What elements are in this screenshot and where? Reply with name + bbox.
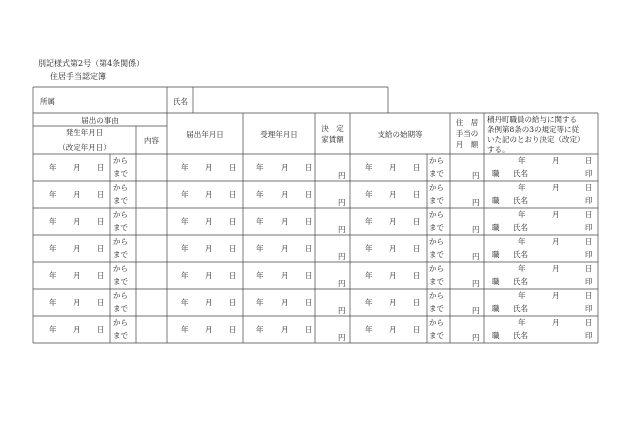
row-shikyu-kara: から — [429, 156, 444, 165]
row-todoke-month: 月 — [205, 325, 213, 334]
row-shikyu-day: 日 — [413, 217, 421, 226]
label-shikyu: 支給の始期等 — [377, 130, 423, 139]
row-shoku: 職 — [492, 250, 500, 259]
row-todoke-year: 年 — [181, 271, 189, 280]
row-kettei-yen: 円 — [338, 198, 346, 207]
row-kara: から — [113, 210, 128, 219]
row-todoke-day: 日 — [229, 217, 237, 226]
row-juri-month: 月 — [281, 325, 289, 334]
row-kettei-year: 年 — [518, 210, 526, 219]
row-kettei-month: 月 — [552, 264, 560, 273]
row-hassei-day: 日 — [97, 190, 105, 199]
row-kettei-month: 月 — [552, 318, 560, 327]
row-hassei-month: 月 — [73, 217, 81, 226]
row-juri-day: 日 — [305, 298, 313, 307]
row-juri-year: 年 — [256, 325, 264, 334]
row-kettei-yen: 円 — [338, 306, 346, 315]
row-shikyu-year: 年 — [365, 298, 373, 307]
row-juri-year: 年 — [256, 190, 264, 199]
row-shikyu-month: 月 — [389, 244, 397, 253]
row-hassei-month: 月 — [73, 190, 81, 199]
row-shikyu-made: まで — [429, 277, 444, 286]
row-hassei-year: 年 — [49, 244, 57, 253]
row-kettei-yen: 円 — [338, 171, 346, 180]
row-shikyu-made: まで — [429, 331, 444, 340]
row-todoke-month: 月 — [205, 271, 213, 280]
row-made: まで — [113, 250, 128, 259]
row-kettei-month: 月 — [552, 237, 560, 246]
row-todoke-day: 日 — [229, 244, 237, 253]
row-todoke-month: 月 — [205, 163, 213, 172]
row-juri-day: 日 — [305, 325, 313, 334]
row-kettei-day: 日 — [585, 291, 593, 300]
row-kettei-year: 年 — [518, 183, 526, 192]
label-todoke-jiyu: 届出の事由 — [81, 116, 119, 125]
form-caption: 別記様式第2号（第4条関係） — [38, 59, 145, 68]
row-shikyu-day: 日 — [413, 298, 421, 307]
row-todoke-day: 日 — [229, 298, 237, 307]
row-getsugaku-yen: 円 — [472, 198, 480, 207]
row-juri-month: 月 — [281, 298, 289, 307]
row-juri-day: 日 — [305, 271, 313, 280]
row-getsugaku-yen: 円 — [472, 252, 480, 261]
label-jukyo: 住 居 — [455, 118, 479, 127]
row-getsugaku-yen: 円 — [472, 333, 480, 342]
row-kettei-day: 日 — [585, 156, 593, 165]
label-shozoku: 所属 — [40, 97, 55, 106]
label-teate: 手当の — [455, 129, 479, 138]
row-hassei-day: 日 — [97, 163, 105, 172]
row-shikyu-day: 日 — [413, 244, 421, 253]
row-shikyu-year: 年 — [365, 271, 373, 280]
row-hassei-month: 月 — [73, 325, 81, 334]
note-line-2: 条例第8条の3の規定等に従 — [487, 125, 580, 134]
label-kettei: 決 定 — [321, 124, 344, 133]
row-hassei-day: 日 — [97, 217, 105, 226]
row-getsugaku-yen: 円 — [472, 279, 480, 288]
row-hassei-month: 月 — [73, 298, 81, 307]
row-shoku: 職 — [492, 331, 500, 340]
row-shikyu-kara: から — [429, 183, 444, 192]
row-kettei-day: 日 — [585, 183, 593, 192]
row-hassei-day: 日 — [97, 325, 105, 334]
row-shimei: 氏名 — [513, 331, 528, 340]
row-shimei: 氏名 — [513, 169, 528, 178]
row-shikyu-kara: から — [429, 264, 444, 273]
row-todoke-year: 年 — [181, 244, 189, 253]
row-juri-year: 年 — [256, 163, 264, 172]
row-made: まで — [113, 304, 128, 313]
label-shimei: 氏名 — [173, 97, 188, 106]
row-shikyu-month: 月 — [389, 217, 397, 226]
row-juri-day: 日 — [305, 217, 313, 226]
label-naiyo: 内容 — [144, 136, 159, 145]
row-shimei: 氏名 — [513, 250, 528, 259]
row-shikyu-year: 年 — [365, 217, 373, 226]
row-shikyu-day: 日 — [413, 271, 421, 280]
row-shikyu-made: まで — [429, 250, 444, 259]
row-in: 印 — [585, 277, 593, 286]
row-hassei-day: 日 — [97, 271, 105, 280]
label-todoke-date: 届出年月日 — [186, 130, 224, 139]
row-shoku: 職 — [492, 223, 500, 232]
row-todoke-year: 年 — [181, 190, 189, 199]
row-in: 印 — [585, 304, 593, 313]
row-kettei-day: 日 — [585, 210, 593, 219]
row-kettei-yen: 円 — [338, 279, 346, 288]
row-shikyu-month: 月 — [389, 271, 397, 280]
row-kara: から — [113, 183, 128, 192]
row-shikyu-day: 日 — [413, 163, 421, 172]
row-kara: から — [113, 237, 128, 246]
row-juri-month: 月 — [281, 190, 289, 199]
row-getsugaku-yen: 円 — [472, 225, 480, 234]
row-in: 印 — [585, 223, 593, 232]
row-kettei-month: 月 — [552, 291, 560, 300]
row-hassei-month: 月 — [73, 271, 81, 280]
row-getsugaku-yen: 円 — [472, 171, 480, 180]
row-in: 印 — [585, 169, 593, 178]
row-shikyu-made: まで — [429, 169, 444, 178]
row-shimei: 氏名 — [513, 277, 528, 286]
row-todoke-day: 日 — [229, 190, 237, 199]
row-shikyu-made: まで — [429, 304, 444, 313]
row-hassei-year: 年 — [49, 271, 57, 280]
row-hassei-year: 年 — [49, 190, 57, 199]
row-made: まで — [113, 331, 128, 340]
row-shoku: 職 — [492, 196, 500, 205]
row-made: まで — [113, 223, 128, 232]
row-juri-day: 日 — [305, 190, 313, 199]
row-juri-month: 月 — [281, 217, 289, 226]
row-kettei-month: 月 — [552, 156, 560, 165]
row-shikyu-year: 年 — [365, 163, 373, 172]
row-juri-year: 年 — [256, 244, 264, 253]
row-shikyu-kara: から — [429, 318, 444, 327]
row-shikyu-year: 年 — [365, 244, 373, 253]
row-shoku: 職 — [492, 277, 500, 286]
row-hassei-year: 年 — [49, 163, 57, 172]
row-shikyu-month: 月 — [389, 163, 397, 172]
row-todoke-day: 日 — [229, 271, 237, 280]
row-kettei-month: 月 — [552, 210, 560, 219]
row-juri-day: 日 — [305, 244, 313, 253]
row-shikyu-day: 日 — [413, 190, 421, 199]
row-juri-year: 年 — [256, 271, 264, 280]
row-todoke-month: 月 — [205, 298, 213, 307]
row-juri-year: 年 — [256, 217, 264, 226]
note-line-3: いた記のとおり決定（改定） — [487, 135, 585, 144]
row-shimei: 氏名 — [513, 196, 528, 205]
row-shikyu-month: 月 — [389, 325, 397, 334]
row-shikyu-kara: から — [429, 291, 444, 300]
row-shikyu-made: まで — [429, 196, 444, 205]
row-hassei-year: 年 — [49, 298, 57, 307]
row-shikyu-month: 月 — [389, 190, 397, 199]
row-kettei-yen: 円 — [338, 225, 346, 234]
row-shoku: 職 — [492, 169, 500, 178]
row-shikyu-year: 年 — [365, 325, 373, 334]
row-hassei-year: 年 — [49, 217, 57, 226]
label-juri-date: 受理年月日 — [260, 130, 298, 139]
row-shimei: 氏名 — [513, 223, 528, 232]
row-kettei-month: 月 — [552, 183, 560, 192]
label-getsugaku: 月 額 — [455, 140, 479, 149]
row-kara: から — [113, 318, 128, 327]
row-shikyu-month: 月 — [389, 298, 397, 307]
label-yachin: 家賃額 — [321, 135, 344, 144]
row-kettei-year: 年 — [518, 318, 526, 327]
row-kettei-year: 年 — [518, 264, 526, 273]
row-kettei-yen: 円 — [338, 252, 346, 261]
row-kettei-year: 年 — [518, 291, 526, 300]
row-todoke-day: 日 — [229, 325, 237, 334]
row-kettei-year: 年 — [518, 237, 526, 246]
row-todoke-day: 日 — [229, 163, 237, 172]
row-made: まで — [113, 169, 128, 178]
row-todoke-year: 年 — [181, 163, 189, 172]
row-juri-month: 月 — [281, 244, 289, 253]
row-hassei-month: 月 — [73, 163, 81, 172]
row-juri-day: 日 — [305, 163, 313, 172]
row-made: まで — [113, 277, 128, 286]
row-kettei-year: 年 — [518, 156, 526, 165]
row-juri-month: 月 — [281, 271, 289, 280]
note-line-1: 積丹町職員の給与に関する — [487, 115, 577, 124]
row-kettei-day: 日 — [585, 237, 593, 246]
row-todoke-year: 年 — [181, 325, 189, 334]
row-shikyu-year: 年 — [365, 190, 373, 199]
form-title: 住居手当認定簿 — [50, 72, 106, 81]
row-kettei-yen: 円 — [338, 333, 346, 342]
row-todoke-month: 月 — [205, 244, 213, 253]
row-shikyu-kara: から — [429, 237, 444, 246]
row-todoke-year: 年 — [181, 298, 189, 307]
row-in: 印 — [585, 250, 593, 259]
note-line-4: する。 — [487, 145, 510, 154]
row-made: まで — [113, 196, 128, 205]
row-in: 印 — [585, 331, 593, 340]
row-shikyu-kara: から — [429, 210, 444, 219]
row-shikyu-made: まで — [429, 223, 444, 232]
row-juri-month: 月 — [281, 163, 289, 172]
row-juri-year: 年 — [256, 298, 264, 307]
row-shikyu-day: 日 — [413, 325, 421, 334]
row-kettei-day: 日 — [585, 264, 593, 273]
row-getsugaku-yen: 円 — [472, 306, 480, 315]
row-hassei-day: 日 — [97, 298, 105, 307]
row-hassei-year: 年 — [49, 325, 57, 334]
row-kara: から — [113, 264, 128, 273]
row-shoku: 職 — [492, 304, 500, 313]
row-shimei: 氏名 — [513, 304, 528, 313]
label-hassei: 発生年月日 — [65, 128, 104, 137]
row-kara: から — [113, 291, 128, 300]
row-hassei-month: 月 — [73, 244, 81, 253]
row-todoke-year: 年 — [181, 217, 189, 226]
row-hassei-day: 日 — [97, 244, 105, 253]
row-in: 印 — [585, 196, 593, 205]
label-kaitei: （改定年月日） — [58, 143, 111, 152]
row-kara: から — [113, 156, 128, 165]
row-todoke-month: 月 — [205, 190, 213, 199]
row-kettei-day: 日 — [585, 318, 593, 327]
row-todoke-month: 月 — [205, 217, 213, 226]
